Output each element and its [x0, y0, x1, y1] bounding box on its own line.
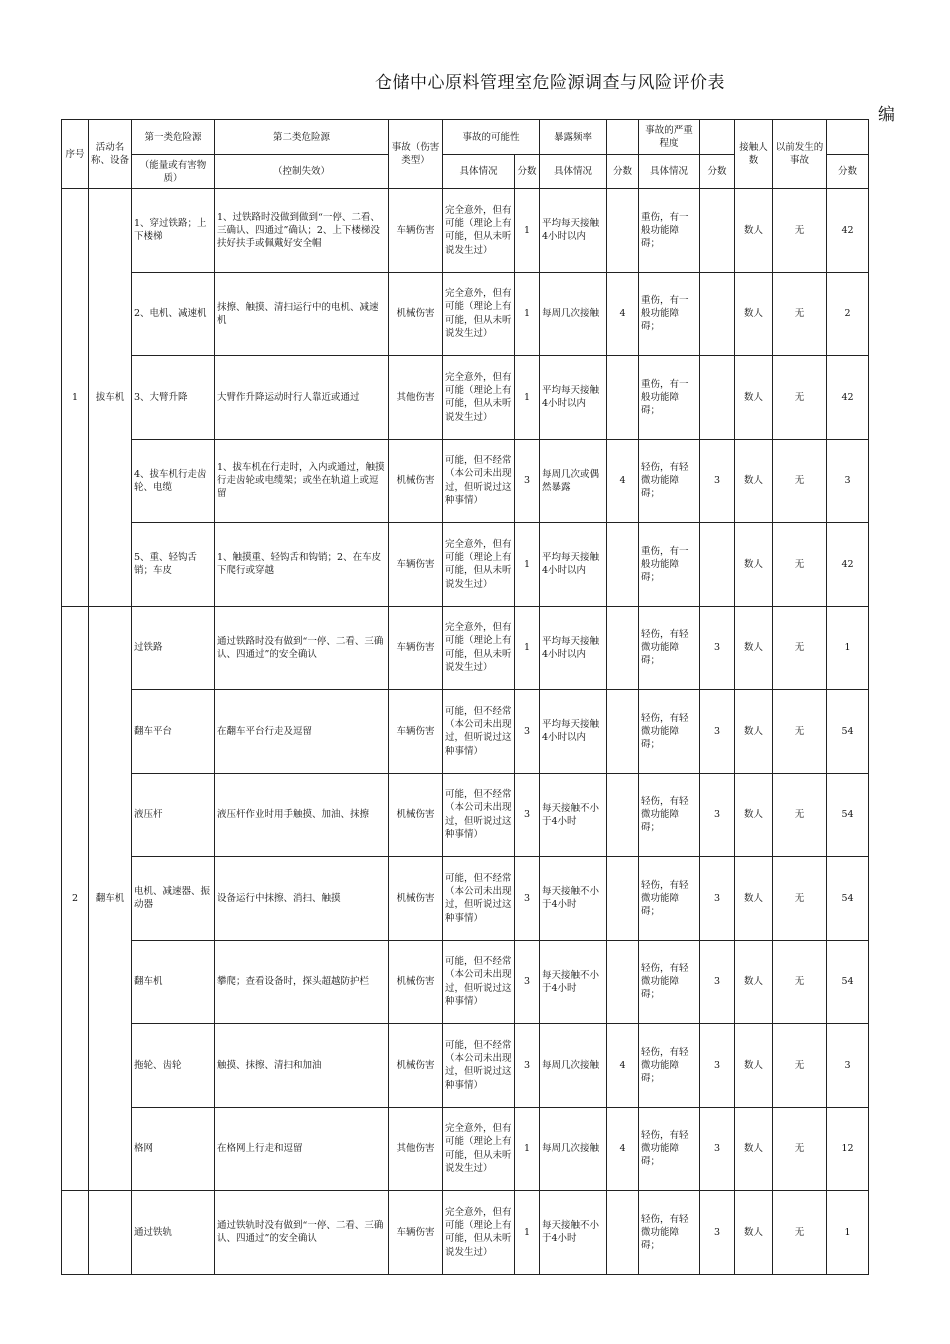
accident-type-cell: 机械伤害 — [389, 940, 443, 1024]
severity-detail-cell: 轻伤，有轻微功能障碍； — [639, 1107, 700, 1191]
hazard2-cell: 抹擦、触摸、清扫运行中的电机、减速机 — [215, 272, 389, 356]
severity-score-cell: 3 — [700, 857, 735, 941]
table-row — [62, 1107, 869, 1191]
score-cell: 54 — [827, 690, 869, 774]
hazard1-cell: 过铁路 — [132, 606, 215, 690]
header-hazard2-sub: （控制失效） — [215, 155, 389, 189]
header-exposure-score — [607, 120, 639, 155]
seq-cell — [62, 1191, 89, 1275]
hazard1-cell: 5、重、轻钩舌销；车皮 — [132, 523, 215, 607]
probability-detail-cell: 完全意外，但有可能（理论上有可能，但从未听说发生过） — [443, 272, 515, 356]
probability-detail-cell: 完全意外，但有可能（理论上有可能，但从未听说发生过） — [443, 523, 515, 607]
probability-detail-cell: 可能，但不经常（本公司未出现过，但听说过这种事情） — [443, 857, 515, 941]
contacts-cell: 数人 — [735, 356, 773, 440]
accident-type-cell: 机械伤害 — [389, 773, 443, 857]
exposure-score-cell — [607, 606, 639, 690]
severity-detail-cell: 轻伤，有轻微功能障碍； — [639, 857, 700, 941]
probability-detail-cell: 可能，但不经常（本公司未出现过，但听说过这种事情） — [443, 773, 515, 857]
contacts-cell: 数人 — [735, 940, 773, 1024]
score-cell: 42 — [827, 523, 869, 607]
probability-score-cell: 1 — [515, 189, 540, 273]
prior-accident-cell: 无 — [773, 189, 827, 273]
hazard2-cell: 大臂作升降运动时行人靠近或通过 — [215, 356, 389, 440]
score-cell: 12 — [827, 1107, 869, 1191]
hazard1-cell: 3、大臂升降 — [132, 356, 215, 440]
severity-score-cell: 3 — [700, 439, 735, 523]
probability-score-cell: 3 — [515, 857, 540, 941]
score-cell: 42 — [827, 189, 869, 273]
severity-detail-cell: 轻伤，有轻微功能障碍； — [639, 773, 700, 857]
contacts-cell: 数人 — [735, 690, 773, 774]
severity-score-cell: 3 — [700, 606, 735, 690]
hazard2-cell: 触摸、抹擦、清扫和加油 — [215, 1024, 389, 1108]
header-hazard1: 第一类危险源 — [132, 120, 215, 155]
probability-score-cell: 3 — [515, 690, 540, 774]
prior-accident-cell: 无 — [773, 523, 827, 607]
severity-detail-cell: 轻伤，有轻微功能障碍； — [639, 690, 700, 774]
activity-cell: 拔车机 — [89, 189, 132, 607]
prior-accident-cell: 无 — [773, 773, 827, 857]
exposure-detail-cell: 每天接触不小于4小时 — [540, 857, 607, 941]
exposure-score-cell — [607, 523, 639, 607]
prior-accident-cell: 无 — [773, 690, 827, 774]
exposure-score-cell — [607, 940, 639, 1024]
hazard1-cell: 拖轮、齿轮 — [132, 1024, 215, 1108]
header-sev-score: 分数 — [700, 155, 735, 189]
probability-detail-cell: 可能，但不经常（本公司未出现过，但听说过这种事情） — [443, 439, 515, 523]
header-hazard2: 第二类危险源 — [215, 120, 389, 155]
prior-accident-cell: 无 — [773, 272, 827, 356]
accident-type-cell: 车辆伤害 — [389, 690, 443, 774]
score-cell: 1 — [827, 1191, 869, 1275]
table-row — [62, 857, 869, 941]
accident-type-cell: 其他伤害 — [389, 1107, 443, 1191]
table-row — [62, 356, 869, 440]
probability-score-cell: 3 — [515, 940, 540, 1024]
severity-score-cell: 3 — [700, 773, 735, 857]
hazard2-cell: 在格网上行走和逗留 — [215, 1107, 389, 1191]
activity-cell — [89, 1191, 132, 1275]
seq-cell: 1 — [62, 189, 89, 607]
exposure-detail-cell: 平均每天接触4小时以内 — [540, 189, 607, 273]
severity-detail-cell: 轻伤，有轻微功能障碍； — [639, 439, 700, 523]
exposure-score-cell: 4 — [607, 1107, 639, 1191]
contacts-cell: 数人 — [735, 1107, 773, 1191]
accident-type-cell: 机械伤害 — [389, 272, 443, 356]
score-cell: 42 — [827, 356, 869, 440]
hazard2-cell: 液压杆作业时用手触摸、加油、抹擦 — [215, 773, 389, 857]
prior-accident-cell: 无 — [773, 356, 827, 440]
contacts-cell: 数人 — [735, 1191, 773, 1275]
probability-score-cell: 3 — [515, 1024, 540, 1108]
exposure-score-cell — [607, 773, 639, 857]
table-row — [62, 1191, 869, 1275]
table-header — [62, 120, 869, 189]
hazard1-cell: 格网 — [132, 1107, 215, 1191]
page-title: 仓储中心原料管理室危险源调查与风险评价表 — [375, 73, 725, 93]
score-cell: 54 — [827, 940, 869, 1024]
header-exp-score: 分数 — [607, 155, 639, 189]
seq-cell: 2 — [62, 606, 89, 1191]
score-cell: 3 — [827, 439, 869, 523]
hazard2-cell: 通过铁轨时没有做到“一停、二看、三确认、四通过”的安全确认 — [215, 1191, 389, 1275]
contacts-cell: 数人 — [735, 1024, 773, 1108]
table-row — [62, 272, 869, 356]
severity-detail-cell: 重伤，有一般功能障碍； — [639, 356, 700, 440]
accident-type-cell: 车辆伤害 — [389, 189, 443, 273]
exposure-score-cell — [607, 189, 639, 273]
probability-score-cell: 1 — [515, 606, 540, 690]
probability-score-cell: 3 — [515, 773, 540, 857]
exposure-score-cell — [607, 690, 639, 774]
header-prob-detail: 具体情况 — [443, 155, 515, 189]
probability-detail-cell: 可能，但不经常（本公司未出现过，但听说过这种事情） — [443, 1024, 515, 1108]
exposure-score-cell: 4 — [607, 1024, 639, 1108]
table-row — [62, 690, 869, 774]
hazard2-cell: 1、触摸重、轻钩舌和钩销；2、在车皮下爬行或穿越 — [215, 523, 389, 607]
severity-score-cell — [700, 272, 735, 356]
hazard-table — [61, 119, 869, 1275]
exposure-detail-cell: 每周几次或偶然暴露 — [540, 439, 607, 523]
table-row — [62, 1024, 869, 1108]
exposure-score-cell — [607, 356, 639, 440]
prior-accident-cell: 无 — [773, 857, 827, 941]
probability-score-cell: 1 — [515, 272, 540, 356]
hazard1-cell: 翻车机 — [132, 940, 215, 1024]
contacts-cell: 数人 — [735, 857, 773, 941]
severity-score-cell — [700, 356, 735, 440]
header-exposure: 暴露频率 — [540, 120, 607, 155]
table-row — [62, 606, 869, 690]
severity-score-cell: 3 — [700, 1024, 735, 1108]
severity-detail-cell: 轻伤，有轻微功能障碍； — [639, 606, 700, 690]
severity-detail-cell: 轻伤，有轻微功能障碍； — [639, 1191, 700, 1275]
score-cell: 2 — [827, 272, 869, 356]
exposure-detail-cell: 每天接触不小于4小时 — [540, 940, 607, 1024]
hazard1-cell: 翻车平台 — [132, 690, 215, 774]
accident-type-cell: 车辆伤害 — [389, 1191, 443, 1275]
probability-detail-cell: 完全意外，但有可能（理论上有可能，但从未听说发生过） — [443, 606, 515, 690]
prior-accident-cell: 无 — [773, 940, 827, 1024]
table-row — [62, 523, 869, 607]
severity-score-cell: 3 — [700, 690, 735, 774]
table-row — [62, 189, 869, 273]
severity-score-cell — [700, 189, 735, 273]
header-activity: 活动名称、设备 — [89, 120, 132, 189]
severity-detail-cell: 轻伤，有轻微功能障碍； — [639, 940, 700, 1024]
exposure-detail-cell: 每周几次接触 — [540, 1024, 607, 1108]
contacts-cell: 数人 — [735, 272, 773, 356]
contacts-cell: 数人 — [735, 189, 773, 273]
header-severity: 事故的严重程度 — [639, 120, 700, 155]
accident-type-cell: 机械伤害 — [389, 1024, 443, 1108]
probability-detail-cell: 可能，但不经常（本公司未出现过，但听说过这种事情） — [443, 940, 515, 1024]
severity-score-cell: 3 — [700, 1107, 735, 1191]
severity-detail-cell: 重伤，有一般功能障碍； — [639, 523, 700, 607]
header-hazard1-sub: （能量或有害物质） — [132, 155, 215, 189]
prior-accident-cell: 无 — [773, 439, 827, 523]
header-score: 分数 — [827, 155, 869, 189]
hazard1-cell: 4、拔车机行走齿轮、电缆 — [132, 439, 215, 523]
exposure-detail-cell: 平均每天接触4小时以内 — [540, 523, 607, 607]
probability-score-cell: 3 — [515, 439, 540, 523]
hazard2-cell: 设备运行中抹擦、消扫、触摸 — [215, 857, 389, 941]
exposure-detail-cell: 每天接触不小于4小时 — [540, 773, 607, 857]
hazard2-cell: 1、拔车机在行走时，入内或通过，触摸行走齿轮或电缆架；或坐在轨道上或逗留 — [215, 439, 389, 523]
exposure-score-cell — [607, 1191, 639, 1275]
header-contacts: 接触人数 — [735, 120, 773, 189]
probability-detail-cell: 完全意外，但有可能（理论上有可能，但从未听说发生过） — [443, 356, 515, 440]
hazard1-cell: 电机、减速器、振动器 — [132, 857, 215, 941]
probability-score-cell: 1 — [515, 356, 540, 440]
contacts-cell: 数人 — [735, 773, 773, 857]
accident-type-cell: 机械伤害 — [389, 439, 443, 523]
probability-score-cell: 1 — [515, 1191, 540, 1275]
header-severity-score — [700, 120, 735, 155]
exposure-detail-cell: 平均每天接触4小时以内 — [540, 690, 607, 774]
header-prob-score: 分数 — [515, 155, 540, 189]
contacts-cell: 数人 — [735, 439, 773, 523]
hazard2-cell: 攀爬；查看设备时，探头超越防护栏 — [215, 940, 389, 1024]
score-cell: 1 — [827, 606, 869, 690]
severity-detail-cell: 重伤，有一般功能障碍； — [639, 189, 700, 273]
probability-score-cell: 1 — [515, 1107, 540, 1191]
accident-type-cell: 机械伤害 — [389, 857, 443, 941]
accident-type-cell: 车辆伤害 — [389, 606, 443, 690]
prior-accident-cell: 无 — [773, 606, 827, 690]
exposure-detail-cell: 每周几次接触 — [540, 1107, 607, 1191]
hazard1-cell: 液压杆 — [132, 773, 215, 857]
accident-type-cell: 车辆伤害 — [389, 523, 443, 607]
contacts-cell: 数人 — [735, 523, 773, 607]
corner-label: 编 — [878, 105, 895, 125]
severity-detail-cell: 重伤，有一般功能障碍； — [639, 272, 700, 356]
header-accident-type: 事故（伤害类型） — [389, 120, 443, 189]
exposure-score-cell — [607, 857, 639, 941]
score-cell: 3 — [827, 1024, 869, 1108]
severity-score-cell: 3 — [700, 1191, 735, 1275]
exposure-detail-cell: 每天接触不小于4小时 — [540, 1191, 607, 1275]
accident-type-cell: 其他伤害 — [389, 356, 443, 440]
probability-detail-cell: 完全意外，但有可能（理论上有可能，但从未听说发生过） — [443, 1191, 515, 1275]
exposure-detail-cell: 每周几次接触 — [540, 272, 607, 356]
exposure-detail-cell: 平均每天接触4小时以内 — [540, 356, 607, 440]
header-prior: 以前发生的事故 — [773, 120, 827, 189]
hazard2-cell: 通过铁路时没有做到“一停、二看、三确认、四通过”的安全确认 — [215, 606, 389, 690]
exposure-score-cell: 4 — [607, 439, 639, 523]
severity-detail-cell: 轻伤，有轻微功能障碍； — [639, 1024, 700, 1108]
severity-score-cell — [700, 523, 735, 607]
table-row — [62, 940, 869, 1024]
header-score-top — [827, 120, 869, 155]
hazard1-cell: 1、穿过铁路；上下楼梯 — [132, 189, 215, 273]
header-possibility: 事故的可能性 — [443, 120, 540, 155]
header-seq: 序号 — [62, 120, 89, 189]
table-row — [62, 773, 869, 857]
probability-detail-cell: 完全意外，但有可能（理论上有可能，但从未听说发生过） — [443, 1107, 515, 1191]
table-body — [62, 189, 869, 1275]
header-sev-detail: 具体情况 — [639, 155, 700, 189]
score-cell: 54 — [827, 857, 869, 941]
header-exp-detail: 具体情况 — [540, 155, 607, 189]
table-row — [62, 439, 869, 523]
exposure-score-cell: 4 — [607, 272, 639, 356]
hazard1-cell: 通过铁轨 — [132, 1191, 215, 1275]
probability-detail-cell: 可能，但不经常（本公司未出现过，但听说过这种事情） — [443, 690, 515, 774]
severity-score-cell: 3 — [700, 940, 735, 1024]
probability-score-cell: 1 — [515, 523, 540, 607]
prior-accident-cell: 无 — [773, 1191, 827, 1275]
score-cell: 54 — [827, 773, 869, 857]
prior-accident-cell: 无 — [773, 1024, 827, 1108]
hazard1-cell: 2、电机、减速机 — [132, 272, 215, 356]
contacts-cell: 数人 — [735, 606, 773, 690]
probability-detail-cell: 完全意外，但有可能（理论上有可能，但从未听说发生过） — [443, 189, 515, 273]
hazard2-cell: 1、过铁路时没做到做到“一停、二看、三确认、四通过”确认；2、上下楼梯没扶好扶手或佩戴好安全帽 — [215, 189, 389, 273]
hazard2-cell: 在翻车平台行走及逗留 — [215, 690, 389, 774]
exposure-detail-cell: 平均每天接触4小时以内 — [540, 606, 607, 690]
activity-cell: 翻车机 — [89, 606, 132, 1191]
prior-accident-cell: 无 — [773, 1107, 827, 1191]
